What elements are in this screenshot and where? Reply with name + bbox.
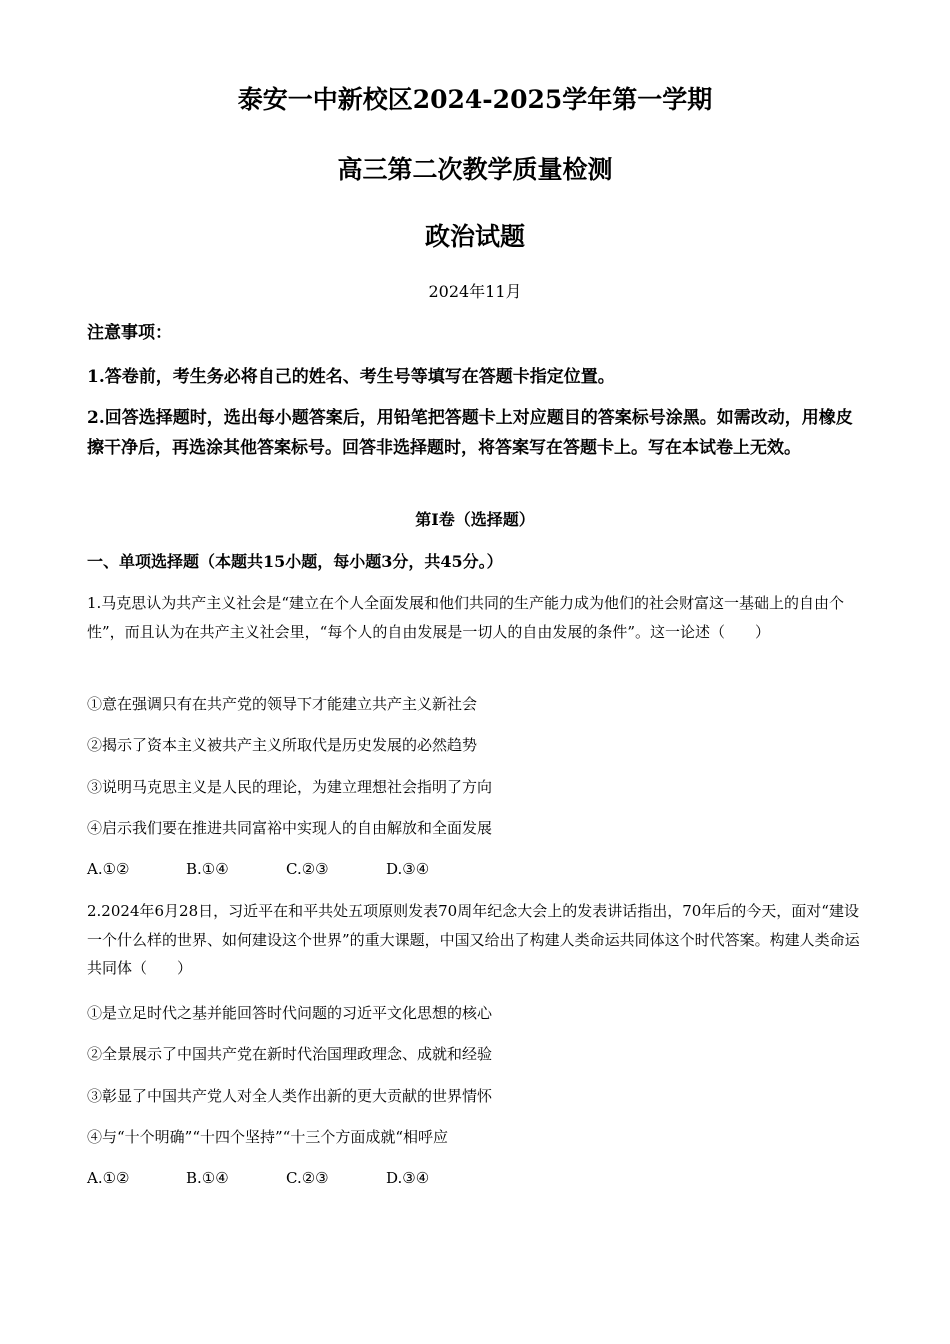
notice-item-2: 2.回答选择题时，选出每小题答案后，用铅笔把答题卡上对应题目的答案标号涂黑。如需改动，用橡皮擦干净后，再选涂其他答案标号。回答非选择题时，将答案写在答题卡上。写在本试卷上无效。 [87,408,853,458]
question-1-stem: 1.马克思认为共产主义社会是“建立在个人全面发展和他们共同的生产能力成为他们的社会财富这一基础上的自由个性”，而且认为在共产主义社会里，“每个人的自由发展是一切人的自由发展的条件”。这一论述（ ） [87,594,844,641]
question-2-choice-c: C.②③ [286,1169,329,1187]
exam-title-school: 泰安一中新校区2024-2025学年第一学期 [237,85,713,114]
exam-date: 2024年11月 [428,282,522,301]
question-2-option-3: ③彰显了中国共产党人对全人类作出新的更大贡献的世界情怀 [87,1087,493,1105]
question-1-choice-b: B.①④ [186,860,229,878]
question-1-choice-a: A.①② [87,860,130,878]
exam-title-subject: 政治试题 [424,222,525,251]
question-2-option-4: ④与“十个明确”“十四个坚持”“十三个方面成就“相呼应 [87,1128,449,1146]
part-title: 一、单项选择题（本题共15小题，每小题3分，共45分。） [87,552,503,571]
question-1-option-3: ③说明马克思主义是人民的理论，为建立理想社会指明了方向 [87,778,493,796]
exam-title-test: 高三第二次教学质量检测 [337,155,613,184]
question-2-option-2: ②全景展示了中国共产党在新时代治国理政理念、成就和经验 [87,1045,493,1063]
notice-item-1: 1.答卷前，考生务必将自己的姓名、考生号等填写在答题卡指定位置。 [87,367,615,387]
volume-title: 第Ⅰ卷（选择题） [415,510,535,529]
question-2-option-1: ①是立足时代之基并能回答时代问题的习近平文化思想的核心 [87,1004,493,1022]
question-2-choice-b: B.①④ [186,1169,229,1187]
question-2-choice-d: D.③④ [386,1169,430,1187]
question-2-choice-a: A.①② [87,1169,130,1187]
question-1-option-1: ①意在强调只有在共产党的领导下才能建立共产主义新社会 [87,695,478,713]
question-1-option-4: ④启示我们要在推进共同富裕中实现人的自由解放和全面发展 [87,819,493,837]
question-1-option-2: ②揭示了资本主义被共产主义所取代是历史发展的必然趋势 [87,736,478,754]
question-2-stem: 2.2024年6月28日，习近平在和平共处五项原则发表70周年纪念大会上的发表讲话指出，70年后的今天，面对“建设一个什么样的世界、如何建设这个世界”的重大课题，中国又给出了构建人类命运共同体这个时代答案。构建人类命运共同体（ ） [87,902,860,977]
notice-heading: 注意事项： [87,323,172,343]
question-1-choice-d: D.③④ [386,860,430,878]
question-1-choice-c: C.②③ [286,860,329,878]
